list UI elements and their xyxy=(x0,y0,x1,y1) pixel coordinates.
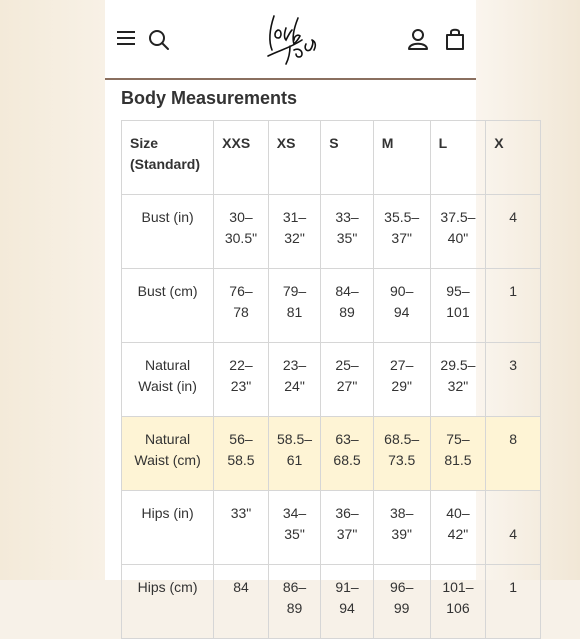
measurement-cell xyxy=(430,269,486,343)
measurement-cell-text: 73.5 xyxy=(388,452,416,468)
measurement-cell-text: 79– xyxy=(282,283,307,299)
measurement-cell xyxy=(373,269,430,343)
measurement-cell-text: 24" xyxy=(284,378,305,394)
measurement-cell-text: 8 xyxy=(509,431,518,447)
measurement-cell-text: 4 xyxy=(509,209,518,225)
row-label xyxy=(122,417,214,491)
measurement-cell-text: 27" xyxy=(336,378,358,394)
measurement-cell xyxy=(486,417,541,491)
measurement-cell-text: 91– xyxy=(335,579,359,595)
size-header-cell-text: Size xyxy=(130,135,159,151)
measurement-cell-text: 23" xyxy=(230,378,252,394)
row-label-text: Hips (cm) xyxy=(137,579,198,595)
measurement-cell-text: 22– xyxy=(229,357,253,373)
measurement-cell-text: 56– xyxy=(229,431,253,447)
table-row xyxy=(122,269,541,343)
size-column-header: XXS xyxy=(214,121,269,195)
measurement-cell xyxy=(214,565,269,639)
measurement-cell xyxy=(321,195,374,269)
measurement-cell xyxy=(214,491,269,565)
row-label-text: Natural xyxy=(145,431,191,447)
measurement-cell-text: 94 xyxy=(393,304,410,320)
measurement-cell-text: 30– xyxy=(229,209,253,225)
row-label xyxy=(122,269,214,343)
measurement-cell xyxy=(430,195,486,269)
row-label-text: Bust (in) xyxy=(141,209,194,225)
measurement-cell xyxy=(268,417,321,491)
row-label-text: Natural xyxy=(145,357,191,373)
measurement-cell xyxy=(268,195,321,269)
search-icon[interactable] xyxy=(148,29,170,51)
measurement-cell-text: 33" xyxy=(230,505,252,521)
mobile-page xyxy=(105,0,518,616)
measurement-cell-text: 39" xyxy=(391,526,412,542)
brand-logo[interactable] xyxy=(260,10,322,68)
table-row xyxy=(122,195,541,269)
measurement-cell xyxy=(268,269,321,343)
row-label-text: Waist (cm) xyxy=(134,452,201,468)
measurement-cell-text: 36– xyxy=(335,505,359,521)
size-column-header: L xyxy=(430,121,486,195)
measurement-cell xyxy=(486,269,541,343)
measurement-cell-text: 32" xyxy=(284,230,305,246)
row-label-text: Bust (cm) xyxy=(137,283,198,299)
measurement-cell-text: 75– xyxy=(446,431,470,447)
measurement-cell-text: 89 xyxy=(286,600,303,616)
measurement-cell-text: 76– xyxy=(229,283,253,299)
measurement-cell-text: 23– xyxy=(282,357,307,373)
measurement-cell xyxy=(373,417,430,491)
measurement-cell-text: 35" xyxy=(336,230,358,246)
measurement-cell-text: 3 xyxy=(509,357,518,373)
table-row xyxy=(122,343,541,417)
measurement-cell-text: 81 xyxy=(286,304,303,320)
measurement-cell-text: 35.5– xyxy=(384,209,420,225)
measurement-cell-text: 68.5– xyxy=(384,431,420,447)
table-row xyxy=(122,565,541,639)
measurement-cell-text: 37" xyxy=(336,526,358,542)
measurement-cell xyxy=(214,417,269,491)
measurement-cell xyxy=(373,565,430,639)
measurement-cell-text: 35" xyxy=(284,526,305,542)
measurement-cell xyxy=(430,491,486,565)
measurement-cell xyxy=(214,195,269,269)
measurement-cell-text: 99 xyxy=(393,600,410,616)
page-title: Body Measurements xyxy=(121,88,298,108)
measurement-cell xyxy=(430,565,486,639)
measurement-cell-text: 30.5" xyxy=(224,230,258,246)
size-column-header: S xyxy=(321,121,374,195)
measurement-cell-text: 40– xyxy=(446,505,470,521)
measurement-cell-text: 40" xyxy=(447,230,469,246)
measurement-cell xyxy=(268,343,321,417)
measurement-cell-text: 106 xyxy=(446,600,470,616)
measurement-cell xyxy=(486,491,541,565)
measurement-cell-text: 58.5– xyxy=(277,431,313,447)
measurement-cell-text: 61 xyxy=(286,452,303,468)
measurement-cell-text: 42" xyxy=(447,526,469,542)
shopping-bag-icon[interactable] xyxy=(445,28,465,50)
table-header-row xyxy=(122,121,541,195)
measurement-cell-text: 1 xyxy=(509,579,518,595)
measurement-cell xyxy=(214,343,269,417)
size-chart-table xyxy=(121,120,541,639)
row-label xyxy=(122,343,214,417)
measurement-cell-text: 68.5 xyxy=(333,452,361,468)
measurement-cell-text: 81.5 xyxy=(444,452,472,468)
size-column-header: X xyxy=(486,121,541,195)
measurement-cell-text: 96– xyxy=(390,579,414,595)
measurement-cell-text: 38– xyxy=(390,505,414,521)
size-column-header: M xyxy=(373,121,430,195)
measurement-cell-text: 4 xyxy=(509,526,518,542)
measurement-cell-text: 29.5– xyxy=(440,357,476,373)
measurement-cell-text: 78 xyxy=(233,304,249,320)
measurement-cell-text: 33– xyxy=(335,209,359,225)
measurement-cell xyxy=(430,417,486,491)
table-row xyxy=(122,417,541,491)
measurement-cell-text: 86– xyxy=(282,579,307,595)
measurement-cell xyxy=(486,343,541,417)
measurement-cell-text: 84 xyxy=(233,579,249,595)
measurement-cell xyxy=(268,491,321,565)
row-label xyxy=(122,565,214,639)
measurement-cell xyxy=(486,195,541,269)
measurement-cell-text: 1 xyxy=(509,283,518,299)
measurement-cell-text: 101– xyxy=(442,579,474,595)
measurement-cell-text: 29" xyxy=(391,378,412,394)
measurement-cell-text: 90– xyxy=(390,283,414,299)
measurement-cell xyxy=(373,491,430,565)
measurement-cell-text: 94 xyxy=(339,600,355,616)
row-label xyxy=(122,491,214,565)
measurement-cell xyxy=(268,565,321,639)
measurement-cell-text: 37" xyxy=(391,230,412,246)
measurement-cell-text: 89 xyxy=(339,304,355,320)
measurement-cell-text: 95– xyxy=(446,283,470,299)
measurement-cell-text: 37.5– xyxy=(440,209,476,225)
measurement-cell xyxy=(321,343,374,417)
measurement-cell xyxy=(373,343,430,417)
measurement-cell xyxy=(321,269,374,343)
measurement-cell xyxy=(373,195,430,269)
measurement-cell xyxy=(430,343,486,417)
measurement-cell xyxy=(486,565,541,639)
size-header-cell xyxy=(122,121,214,195)
measurement-cell-text: 32" xyxy=(447,378,469,394)
size-header-cell-text: (Standard) xyxy=(130,156,200,172)
measurement-cell-text: 31– xyxy=(282,209,307,225)
measurement-cell xyxy=(321,491,374,565)
row-label-text: Waist (in) xyxy=(138,378,197,394)
measurement-cell-text: 25– xyxy=(335,357,359,373)
measurement-cell-text: 34– xyxy=(282,505,307,521)
menu-icon[interactable] xyxy=(117,30,135,46)
row-label-text: Hips (in) xyxy=(141,505,194,521)
measurement-cell-text: 101 xyxy=(446,304,470,320)
measurement-cell-text: 84– xyxy=(335,283,359,299)
background-left xyxy=(0,0,105,580)
table-row xyxy=(122,491,541,565)
measurement-cell xyxy=(321,565,374,639)
row-label xyxy=(122,195,214,269)
size-column-header: XS xyxy=(268,121,321,195)
measurement-cell-text: 27– xyxy=(390,357,414,373)
measurement-cell xyxy=(321,417,374,491)
account-icon[interactable] xyxy=(407,28,429,50)
measurement-cell-text: 63– xyxy=(335,431,359,447)
measurement-cell xyxy=(214,269,269,343)
measurement-cell-text: 58.5 xyxy=(227,452,255,468)
site-header xyxy=(105,0,476,80)
